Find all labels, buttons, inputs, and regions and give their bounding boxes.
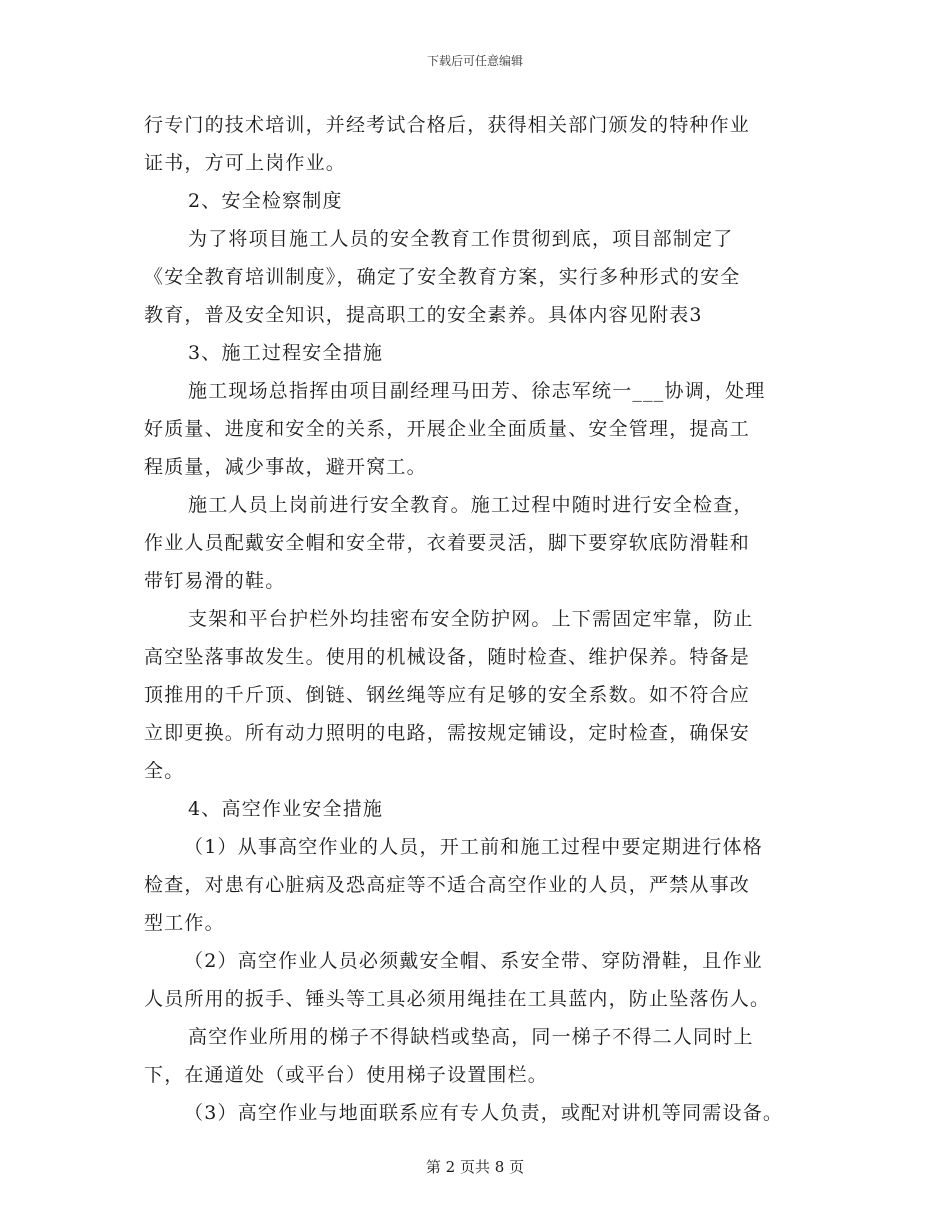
body-line: 作业人员配戴安全帽和安全带，衣着要灵活，脚下要穿软底防滑鞋和 (144, 532, 751, 554)
section-heading-3: 3、施工过程安全措施 (188, 342, 384, 364)
body-line: 人员所用的扳手、锤头等工具必须用绳挂在工具蓝内，防止坠落伤人。 (144, 988, 771, 1010)
body-line: 《安全教育培训制度》，确定了安全教育方案，实行多种形式的安全 (144, 266, 741, 288)
page-footer: 第 2 页共 8 页 (425, 1158, 525, 1176)
body-line: 高空坠落事故发生。使用的机械设备，随时检查、维护保养。特备是 (144, 646, 751, 668)
page-header: 下载后可任意编辑 (426, 54, 523, 68)
body-line: 下，在通道处（或平台）使用梯子设置围栏。 (144, 1064, 549, 1086)
section-heading-2: 2、安全检察制度 (188, 190, 343, 212)
body-line: 带钉易滑的鞋。 (144, 570, 286, 592)
body-line: 施工现场总指挥由项目副经理马田芳、徐志军统一___协调，处理 (188, 380, 766, 402)
body-line: 全。 (144, 760, 185, 782)
body-line: 为了将项目施工人员的安全教育工作贯彻到底，项目部制定了 (188, 228, 734, 250)
list-item-2: （2）高空作业人员必须戴安全帽、系安全带、穿防滑鞋，且作业 (184, 950, 763, 972)
body-line: 顶推用的千斤顶、倒链、钢丝绳等应有足够的安全系数。如不符合应 (144, 684, 751, 706)
body-line: 教育，普及安全知识，提高职工的安全素养。具体内容见附表3 (144, 304, 703, 326)
body-line: 立即更换。所有动力照明的电路，需按规定铺设，定时检查，确保安 (144, 722, 751, 744)
body-line: 检查，对患有心脏病及恐高症等不适合高空作业的人员，严禁从事改 (144, 874, 751, 896)
section-heading-4: 4、高空作业安全措施 (188, 798, 384, 820)
body-line: 证书，方可上岗作业。 (144, 152, 347, 174)
list-item-1: （1）从事高空作业的人员，开工前和施工过程中要定期进行体格 (184, 836, 763, 858)
body-line: 支架和平台护栏外均挂密布安全防护网。上下需固定牢靠，防止 (188, 608, 754, 630)
list-item-3: （3）高空作业与地面联系应有专人负责，或配对讲机等同需设备。 (184, 1102, 784, 1124)
body-line: 型工作。 (144, 912, 225, 934)
body-line: 行专门的技术培训，并经考试合格后，获得相关部门颁发的特种作业 (144, 114, 751, 136)
body-line: 高空作业所用的梯子不得缺档或垫高，同一梯子不得二人同时上 (188, 1026, 754, 1048)
document-body (144, 106, 834, 1132)
body-line: 施工人员上岗前进行安全教育。施工过程中随时进行安全检查， (188, 494, 754, 516)
body-line: 好质量、进度和安全的关系，开展企业全面质量、安全管理，提高工 (144, 418, 751, 440)
body-line: 程质量，减少事故，避开窝工。 (144, 456, 427, 478)
